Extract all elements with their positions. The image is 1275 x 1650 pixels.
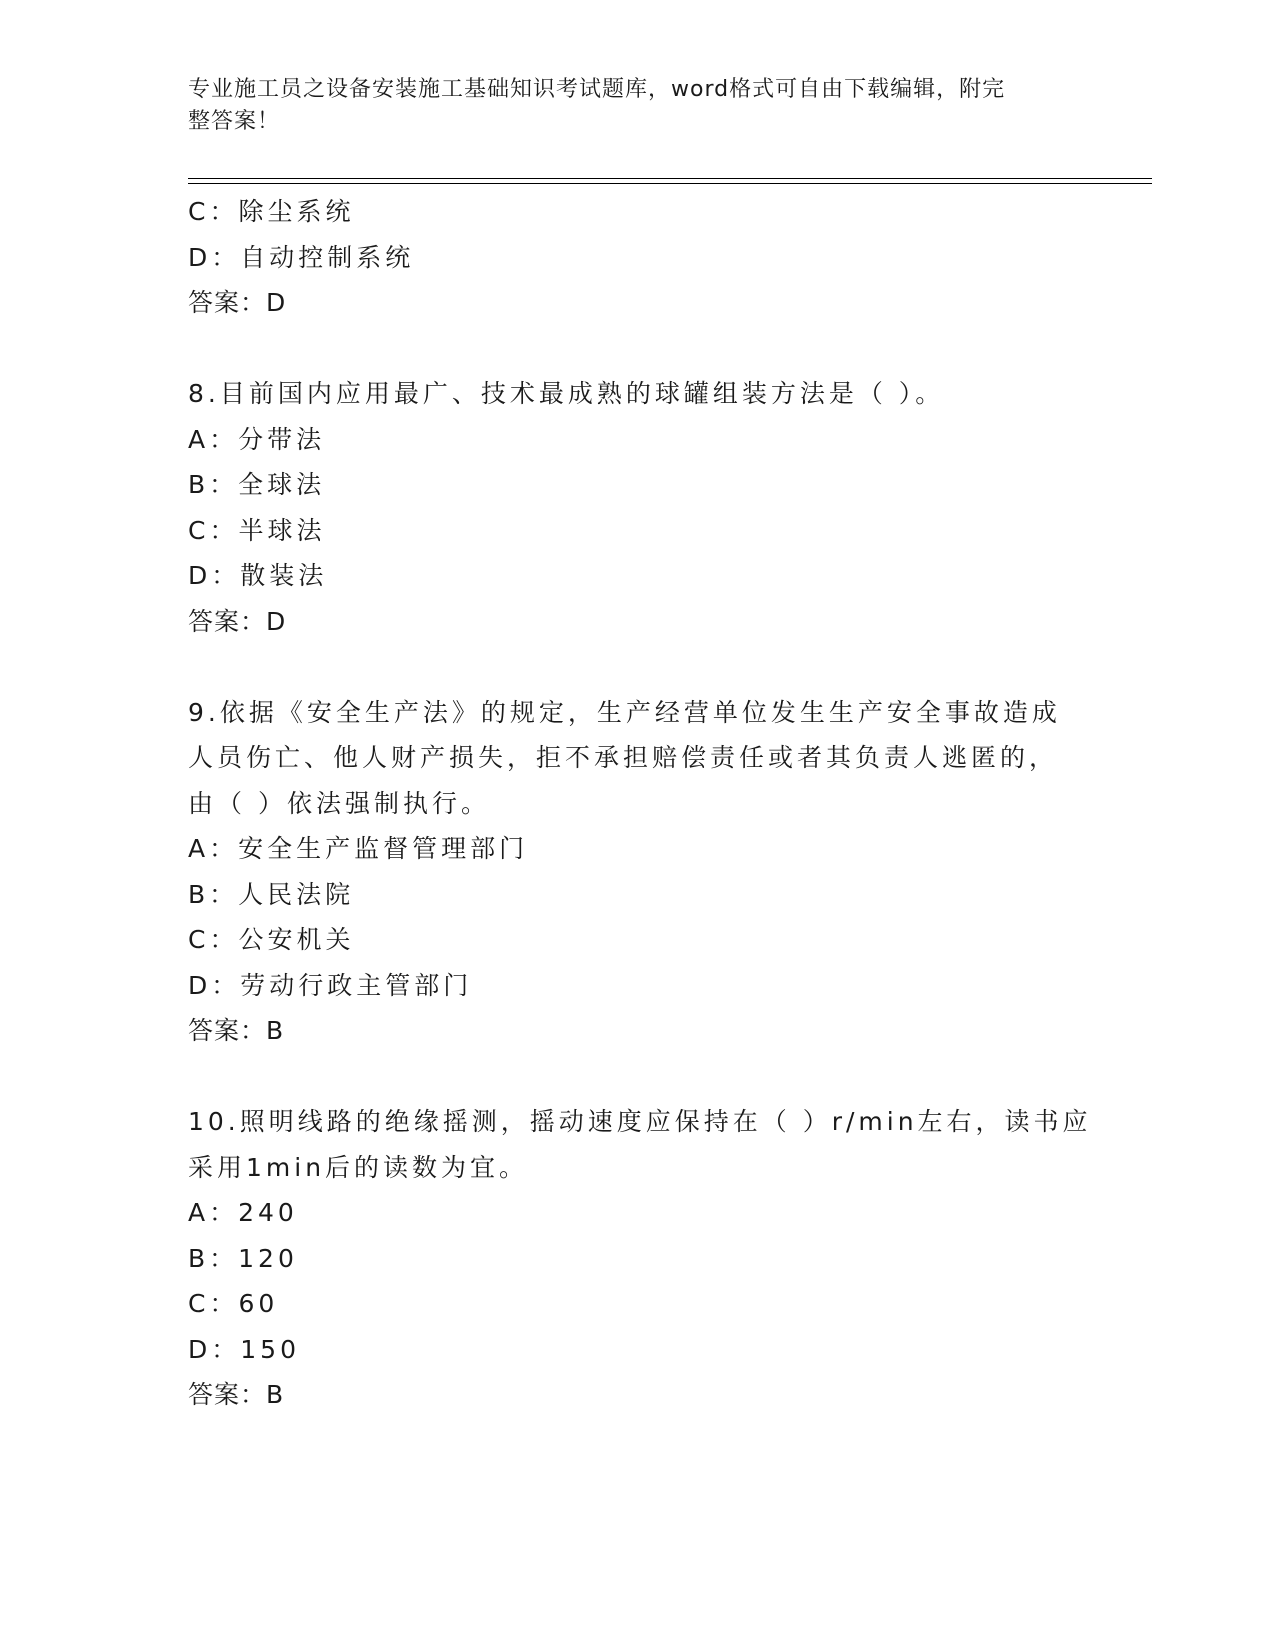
question-text-line-2: 人员伤亡、他人财产损失，拒不承担赔偿责任或者其负责人逃匿的， <box>188 743 1059 772</box>
spacer <box>188 1054 1088 1100</box>
answer-line: 答案：B <box>188 1380 285 1409</box>
question-block-10 <box>188 1099 1092 1418</box>
option-d: D：自动控制系统 <box>188 242 415 272</box>
option-d: D：150 <box>188 1334 300 1364</box>
option-c: C：公安机关 <box>188 925 355 954</box>
spacer <box>188 644 1088 690</box>
header-divider-top <box>188 178 1152 179</box>
option-d: D：散装法 <box>188 561 328 590</box>
answer-line: 答案：D <box>188 606 287 636</box>
option-a: A：安全生产监督管理部门 <box>188 834 529 863</box>
question-text: 8.目前国内应用最广、技术最成熟的球罐组装方法是（ ）。 <box>188 379 945 408</box>
option-b: B：120 <box>188 1243 298 1273</box>
spacer <box>188 326 1088 372</box>
header-divider-bottom <box>188 183 1152 184</box>
header-line-1: 专业施工员之设备安装施工基础知识考试题库，word格式可自由下载编辑，附完 <box>188 77 1006 102</box>
question-block-8 <box>188 371 1088 644</box>
option-b: B：全球法 <box>188 470 326 499</box>
question-block-7 <box>188 189 1088 326</box>
option-c: C：半球法 <box>188 515 326 545</box>
answer-line: 答案：D <box>188 288 287 317</box>
question-text-line-1: 9.依据《安全生产法》的规定，生产经营单位发生生产安全事故造成 <box>188 697 1061 727</box>
document-header <box>188 74 1078 138</box>
answer-line: 答案：B <box>188 1016 285 1045</box>
option-a: A：240 <box>188 1198 298 1227</box>
question-list <box>188 189 1092 1418</box>
option-c: C：除尘系统 <box>188 197 355 226</box>
option-a: A：分带法 <box>188 424 326 454</box>
question-block-9 <box>188 690 1088 1054</box>
option-d: D：劳动行政主管部门 <box>188 970 473 1000</box>
option-b: B：人民法院 <box>188 879 355 909</box>
question-text-line-3: 由（ ）依法强制执行。 <box>188 788 490 818</box>
header-line-2: 整答案！ <box>188 109 281 134</box>
option-c: C：60 <box>188 1289 279 1318</box>
question-text-line-2: 采用1min后的读数为宜。 <box>188 1152 529 1182</box>
question-text-line-1: 10.照明线路的绝缘摇测，摇动速度应保持在（ ）r/min左右，读书应 <box>188 1107 1092 1136</box>
